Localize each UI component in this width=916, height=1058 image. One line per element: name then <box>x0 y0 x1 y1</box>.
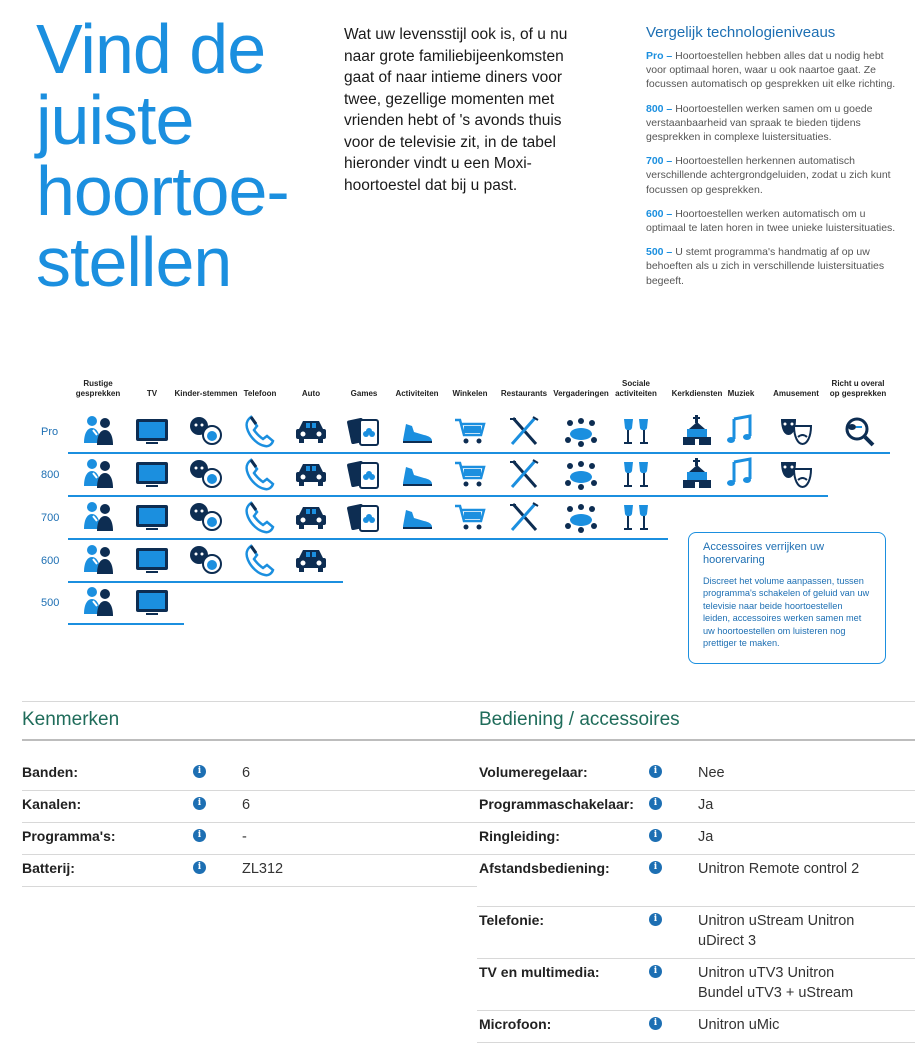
glasses-icon <box>618 456 654 492</box>
title-line: hoortoe- <box>36 152 289 230</box>
row-divider <box>22 886 477 887</box>
glasses-icon <box>618 499 654 535</box>
cards-icon <box>346 456 382 492</box>
row-divider <box>477 906 915 907</box>
spec-value: Ja <box>698 797 714 813</box>
meeting-icon <box>563 413 599 449</box>
spec-label: Batterij: <box>22 860 75 876</box>
level-name: 800 – <box>646 102 673 115</box>
spec-label: Microfoon: <box>479 1016 552 1032</box>
tech-level-600 <box>646 207 896 235</box>
row-divider <box>477 958 915 959</box>
column-header: Telefoon <box>243 389 277 398</box>
car-icon <box>293 499 329 535</box>
music-icon <box>723 413 759 449</box>
row-label: 500 <box>41 597 60 609</box>
people-icon <box>80 413 116 449</box>
spec-label: Programmaschakelaar: <box>479 796 634 812</box>
info-icon[interactable]: i <box>649 965 662 978</box>
music-icon <box>723 456 759 492</box>
row-divider <box>22 822 477 823</box>
phone-icon <box>242 499 278 535</box>
info-icon[interactable]: i <box>649 765 662 778</box>
divider <box>22 701 915 702</box>
info-icon[interactable]: i <box>193 765 206 778</box>
meeting-icon <box>563 456 599 492</box>
masks-icon <box>778 413 814 449</box>
title-line: stellen <box>36 223 232 301</box>
shoe-icon <box>399 499 435 535</box>
phone-icon <box>242 456 278 492</box>
spec-value: Unitron uTV3 Unitron Bundel uTV3 + uStream <box>698 965 854 1001</box>
row-divider <box>68 495 828 497</box>
car-icon <box>293 542 329 578</box>
spec-label: Telefonie: <box>479 912 545 928</box>
cutlery-icon <box>506 456 542 492</box>
phone-icon <box>242 413 278 449</box>
row-label: 800 <box>41 469 60 481</box>
level-text: Hoortoestellen herkennen automatisch verschillende achtergrondgeluiden, zodat u zich kunt focussen op gesprekken. <box>646 155 891 196</box>
row-label: 700 <box>41 512 60 524</box>
row-label: Pro <box>41 426 59 438</box>
level-text: U stemt programma's handmatig af op uw behoeften als u zich in verschillende luistersituaties begeeft. <box>646 246 885 287</box>
level-name: Pro – <box>646 50 673 62</box>
spec-label: TV en multimedia: <box>479 964 600 980</box>
column-header: Games <box>350 389 378 398</box>
accessories-heading: Accessoires verrijken uw hoorervaring <box>703 541 825 566</box>
column-header: Sociale activiteiten <box>615 379 657 398</box>
spec-label: Kanalen: <box>22 796 82 812</box>
column-header: Rustige gesprekken <box>75 379 121 398</box>
meeting-icon <box>563 499 599 535</box>
column-header: Restaurants <box>500 389 548 398</box>
shoe-icon <box>399 456 435 492</box>
page-title <box>36 10 336 301</box>
kids-icon <box>188 456 224 492</box>
spec-value: - <box>242 829 247 845</box>
cutlery-icon <box>506 499 542 535</box>
row-divider <box>477 1010 915 1011</box>
row-divider <box>477 1042 915 1043</box>
people-icon <box>80 542 116 578</box>
intro-text: Wat uw levensstijl ook is, of u nu naar grote familiebijeenkomsten gaat of naar intieme diners voor twee, gezellige momenten met vrienden hebt of 's avonds thuis voor de televisie zit, in de tabel hieronder vindt u een Moxi-hoortoestel dat bij u past. <box>344 26 568 194</box>
kids-icon <box>188 542 224 578</box>
glasses-icon <box>618 413 654 449</box>
bediening-heading: Bediening / accessoires <box>479 709 680 730</box>
tv-icon <box>134 542 170 578</box>
level-text: Hoortoestellen werken automatisch om u optimaal te laten horen in twee unieke luistersituaties. <box>646 207 896 235</box>
spec-label: Banden: <box>22 764 78 780</box>
spec-value: Unitron uStream Unitron uDirect 3 <box>698 913 855 949</box>
info-icon[interactable]: i <box>649 1017 662 1030</box>
focus-icon <box>840 413 876 449</box>
shoe-icon <box>399 413 435 449</box>
row-divider <box>68 452 890 454</box>
cards-icon <box>346 413 382 449</box>
title-line: juiste <box>36 81 194 159</box>
cart-icon <box>452 499 488 535</box>
spec-value: 6 <box>242 797 251 813</box>
spec-value: ZL312 <box>242 861 284 877</box>
church-icon <box>679 456 715 492</box>
accessories-text: Discreet het volume aanpassen, tussen programma's schakelen of geluid van uw televisie naar beide hoortoestellen leiden, accessoires werken samen met uw hoortoestellen om luisteren nog prettiger te maken. <box>703 576 870 649</box>
kids-icon <box>188 499 224 535</box>
level-text: Hoortoestellen werken samen om u goede verstaanbaarheid van spraak te bieden tijdens gesprekken in complexe luistersituaties. <box>646 102 873 144</box>
column-header: Amusement <box>773 389 819 398</box>
cart-icon <box>452 456 488 492</box>
kids-icon <box>188 413 224 449</box>
level-name: 700 – <box>646 155 673 168</box>
row-divider <box>68 538 668 540</box>
level-name: 500 – <box>646 246 673 259</box>
row-divider <box>22 854 477 855</box>
column-header: Activiteiten <box>395 389 439 398</box>
divider <box>22 739 477 741</box>
tech-level-800 <box>646 102 896 145</box>
info-icon[interactable]: i <box>649 913 662 926</box>
tv-icon <box>134 499 170 535</box>
column-header: Kerkdiensten <box>671 389 723 398</box>
info-icon[interactable]: i <box>649 861 662 874</box>
row-divider <box>68 581 343 583</box>
spec-label: Afstandsbediening: <box>479 860 610 876</box>
tech-level-500 <box>646 245 896 288</box>
tv-icon <box>134 584 170 620</box>
tech-level-700 <box>646 154 896 197</box>
row-divider <box>22 790 477 791</box>
column-header: Vergaderingen <box>553 389 609 398</box>
car-icon <box>293 413 329 449</box>
spec-label: Programma's: <box>22 828 116 844</box>
spec-value: Unitron Remote control 2 <box>698 861 860 877</box>
column-header: Auto <box>301 389 321 398</box>
column-header: Winkelen <box>452 389 488 398</box>
row-divider <box>68 623 184 625</box>
accessories-box <box>688 532 886 664</box>
row-divider <box>477 822 915 823</box>
row-divider <box>477 854 915 855</box>
spec-label: Ringleiding: <box>479 828 560 844</box>
spec-value: Ja <box>698 829 714 845</box>
info-icon[interactable]: i <box>649 829 662 842</box>
people-icon <box>80 499 116 535</box>
info-icon[interactable]: i <box>649 797 662 810</box>
level-text: Hoortoestellen hebben alles dat u nodig hebt voor optimaal horen, waar u ook naartoe gaat. Ze focussen automatisch op gesprekken uit elke richting. <box>646 50 896 91</box>
info-icon[interactable]: i <box>193 829 206 842</box>
spec-value: Nee <box>698 765 725 781</box>
row-label: 600 <box>41 555 60 567</box>
spec-value: 6 <box>242 765 251 781</box>
kenmerken-heading: Kenmerken <box>22 709 120 730</box>
spec-value: Unitron uMic <box>698 1017 780 1033</box>
title-line: Vind de <box>36 10 266 88</box>
spec-label: Volumeregelaar: <box>479 764 588 780</box>
cutlery-icon <box>506 413 542 449</box>
tech-heading: Vergelijk technologieniveaus <box>646 24 836 41</box>
tv-icon <box>134 456 170 492</box>
church-icon <box>679 413 715 449</box>
cards-icon <box>346 499 382 535</box>
cart-icon <box>452 413 488 449</box>
column-header: Kinder-stemmen <box>174 389 238 398</box>
masks-icon <box>778 456 814 492</box>
level-name: 600 – <box>646 207 673 220</box>
tech-levels-panel <box>646 24 896 298</box>
column-header: Muziek <box>727 389 755 398</box>
tech-level-pro <box>646 49 896 92</box>
tv-icon <box>134 413 170 449</box>
people-icon <box>80 456 116 492</box>
column-header: Richt u overal op gesprekken <box>829 379 887 398</box>
car-icon <box>293 456 329 492</box>
people-icon <box>80 584 116 620</box>
divider <box>477 739 915 741</box>
row-divider <box>477 790 915 791</box>
phone-icon <box>242 542 278 578</box>
column-header: TV <box>146 389 158 398</box>
info-icon[interactable]: i <box>193 861 206 874</box>
info-icon[interactable]: i <box>193 797 206 810</box>
